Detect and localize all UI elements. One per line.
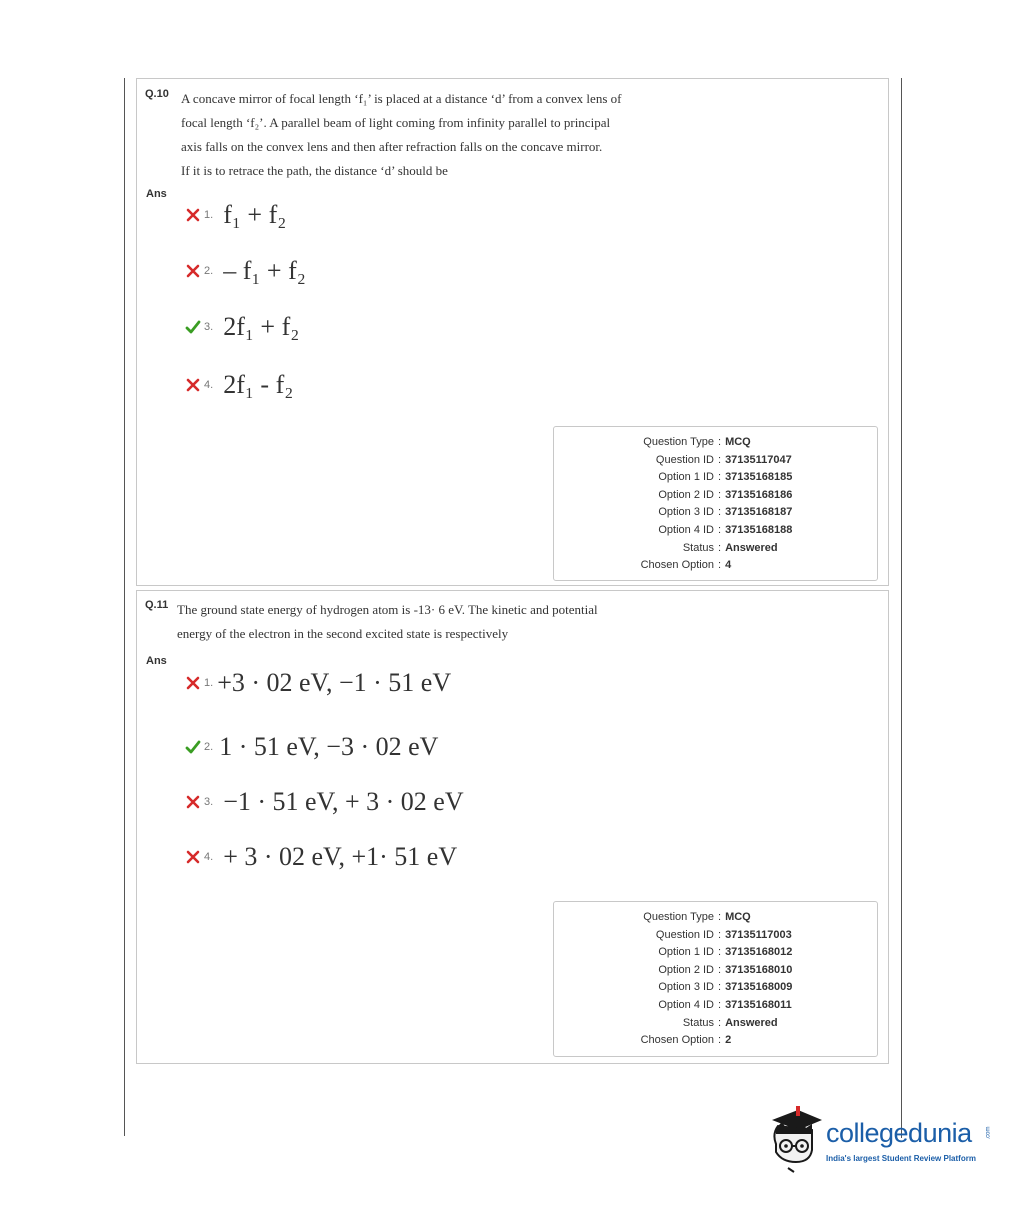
detail-value: 37135168009 bbox=[725, 981, 793, 994]
detail-key: Chosen Option bbox=[640, 559, 714, 572]
detail-key: Option 4 ID bbox=[658, 998, 714, 1011]
collegedunia-logo[interactable] bbox=[764, 1104, 994, 1174]
detail-value: 4 bbox=[725, 559, 732, 572]
detail-row: Question ID : 37135117047 bbox=[554, 452, 877, 470]
option-number: 1. bbox=[204, 677, 214, 689]
answer-option bbox=[185, 837, 457, 877]
detail-key: Option 2 ID bbox=[658, 963, 714, 976]
detail-row: Status : Answered bbox=[554, 1015, 877, 1033]
detail-value: 37135168012 bbox=[725, 946, 793, 959]
detail-key: Question ID bbox=[655, 928, 714, 941]
question-text-line: If it is to retrace the path, the distance ‘d’ should be bbox=[181, 163, 448, 178]
answer-option bbox=[185, 782, 464, 822]
option-number: 4. bbox=[204, 851, 214, 863]
detail-key: Option 3 ID bbox=[658, 981, 714, 994]
question-number: Q.11 bbox=[145, 599, 169, 611]
option-text: 2f₁ - f₂ bbox=[223, 370, 294, 399]
detail-row: Option 3 ID : 37135168009 bbox=[554, 979, 877, 997]
question-number: Q.10 bbox=[145, 88, 169, 100]
question-text-line: The ground state energy of hydrogen atom is -13· 6 eV. The kinetic and potential bbox=[177, 602, 598, 617]
detail-row: Option 1 ID : 37135168012 bbox=[554, 944, 877, 962]
option-text: f₁ + f₂ bbox=[223, 200, 287, 229]
option-text: 1 · 51 eV, −3 · 02 eV bbox=[219, 732, 439, 761]
detail-key: Status bbox=[682, 541, 714, 554]
option-number: 2. bbox=[204, 265, 214, 277]
page-border-left bbox=[124, 78, 125, 1136]
answer-option bbox=[185, 195, 286, 235]
cross-icon bbox=[185, 263, 201, 279]
ans-label: Ans bbox=[146, 188, 167, 200]
option-number: 3. bbox=[204, 321, 214, 333]
question-panel bbox=[136, 590, 889, 1064]
detail-value: MCQ bbox=[725, 911, 751, 923]
question-panel bbox=[136, 78, 889, 586]
detail-row: Chosen Option : 2 bbox=[554, 1032, 877, 1050]
detail-key: Question Type bbox=[643, 436, 714, 448]
detail-row: Option 3 ID : 37135168187 bbox=[554, 504, 877, 522]
detail-row: Option 1 ID : 37135168185 bbox=[554, 469, 877, 487]
answer-option bbox=[185, 251, 306, 291]
option-text: +3 · 02 eV, −1 · 51 eV bbox=[217, 668, 452, 697]
detail-value: 37135168010 bbox=[725, 963, 793, 976]
detail-value: 37135168187 bbox=[725, 506, 793, 519]
logo-tagline: India's largest Student Review Platform bbox=[826, 1154, 976, 1163]
detail-row: Chosen Option : 4 bbox=[554, 557, 877, 575]
cross-icon bbox=[185, 794, 201, 810]
cross-icon bbox=[185, 849, 201, 865]
detail-key: Option 2 ID bbox=[658, 488, 714, 501]
detail-value: 37135168011 bbox=[725, 998, 792, 1011]
detail-key: Option 1 ID bbox=[658, 946, 714, 959]
option-number: 3. bbox=[204, 796, 214, 808]
option-number: 4. bbox=[204, 379, 214, 391]
cross-icon bbox=[185, 377, 201, 393]
detail-row: Question ID : 37135117003 bbox=[554, 927, 877, 945]
detail-row: Option 2 ID : 37135168010 bbox=[554, 962, 877, 980]
detail-value: Answered bbox=[725, 541, 778, 554]
option-text: 2f₁ + f₂ bbox=[223, 312, 300, 341]
cross-icon bbox=[185, 675, 201, 691]
detail-value: 37135168186 bbox=[725, 488, 793, 501]
option-text: + 3 · 02 eV, +1· 51 eV bbox=[223, 842, 458, 871]
question-details-box bbox=[553, 901, 878, 1057]
question-text-line: energy of the electron in the second excited state is respectively bbox=[177, 626, 509, 641]
detail-row: Question Type : MCQ bbox=[554, 434, 877, 452]
detail-value: 2 bbox=[725, 1034, 732, 1047]
option-number: 2. bbox=[204, 741, 214, 753]
detail-value: 37135117047 bbox=[725, 453, 792, 466]
question-text-line: focal length ‘f₂’. A parallel beam of light coming from infinity parallel to principal bbox=[181, 115, 611, 130]
answer-option bbox=[185, 663, 451, 703]
logo-suffix: .com bbox=[985, 1126, 992, 1140]
detail-key: Option 1 ID bbox=[658, 471, 714, 484]
detail-row: Option 4 ID : 37135168188 bbox=[554, 522, 877, 540]
check-icon bbox=[185, 319, 201, 335]
answer-option bbox=[185, 727, 438, 767]
check-icon bbox=[185, 739, 201, 755]
detail-value: MCQ bbox=[725, 436, 751, 448]
question-text bbox=[181, 87, 681, 183]
detail-row: Question Type : MCQ bbox=[554, 909, 877, 927]
detail-key: Option 3 ID bbox=[658, 506, 714, 519]
question-details-box bbox=[553, 426, 878, 581]
detail-key: Question ID bbox=[655, 453, 714, 466]
detail-key: Question Type bbox=[643, 911, 714, 923]
detail-value: 37135168185 bbox=[725, 471, 793, 484]
detail-value: 37135117003 bbox=[725, 928, 792, 941]
logo-wordmark: collegedunia bbox=[826, 1118, 972, 1148]
option-text: −1 · 51 eV, + 3 · 02 eV bbox=[223, 787, 464, 816]
question-text-line: axis falls on the convex lens and then after refraction falls on the concave mirror. bbox=[181, 139, 603, 154]
detail-value: Answered bbox=[725, 1016, 778, 1029]
detail-row: Option 4 ID : 37135168011 bbox=[554, 997, 877, 1015]
mascot-icon bbox=[764, 1104, 826, 1174]
option-text: – f₁ + f₂ bbox=[223, 256, 306, 285]
detail-row: Status : Answered bbox=[554, 540, 877, 558]
detail-key: Option 4 ID bbox=[658, 523, 714, 536]
answer-option bbox=[185, 307, 299, 347]
detail-key: Chosen Option bbox=[640, 1034, 714, 1047]
page-border-right bbox=[901, 78, 902, 1138]
detail-value: 37135168188 bbox=[725, 523, 793, 536]
ans-label: Ans bbox=[146, 655, 167, 667]
cross-icon bbox=[185, 207, 201, 223]
detail-key: Status bbox=[682, 1016, 714, 1029]
question-text-line: A concave mirror of focal length ‘f₁’ is placed at a distance ‘d’ from a convex lens of bbox=[181, 91, 622, 106]
answer-option bbox=[185, 365, 293, 405]
question-text bbox=[177, 598, 677, 646]
option-number: 1. bbox=[204, 209, 214, 221]
detail-row: Option 2 ID : 37135168186 bbox=[554, 487, 877, 505]
